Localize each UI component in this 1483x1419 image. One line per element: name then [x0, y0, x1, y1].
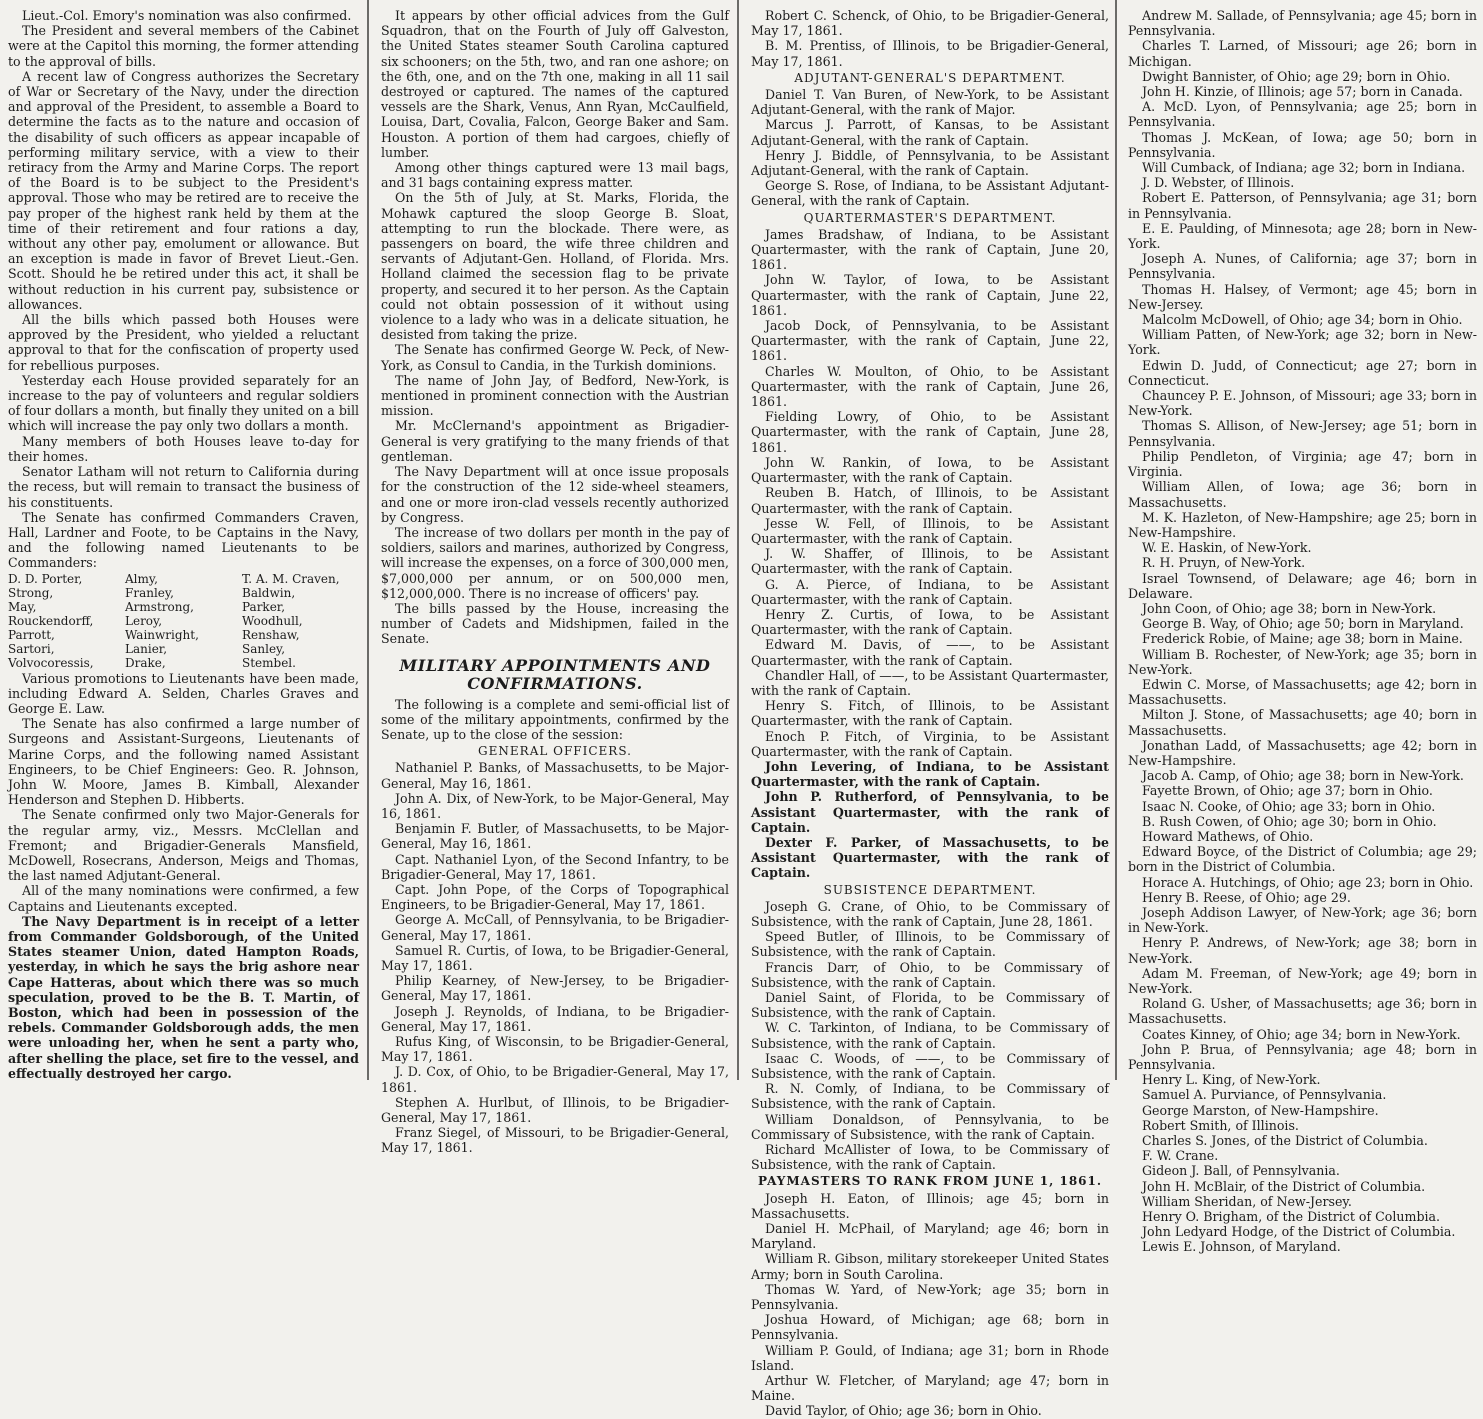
list-item: George A. McCall, of Pennsylvania, to be Brigadier-General, May 17, 1861. — [381, 912, 729, 943]
list-item: Henry B. Reese, of Ohio; age 29. — [1142, 889, 1351, 905]
paragraph: All of the many nominations were confirmed, a few Captains and Lieutenants excepted. — [8, 883, 359, 914]
section-heading: MILITARY APPOINTMENTS AND CONFIRMATIONS. — [399, 655, 711, 693]
list-item: George S. Rose, of Indiana, to be Assistant Adjutant-General, with the rank of Captain. — [751, 178, 1109, 209]
list-item: Benjamin F. Butler, of Massachusetts, to be Major-General, May 16, 1861. — [381, 821, 729, 852]
subheading: ADJUTANT-GENERAL'S DEPARTMENT. — [794, 70, 1066, 85]
list-item: William Donaldson, of Pennsylvania, to be Commissary of Subsistence, with the rank of Captain. — [751, 1111, 1109, 1142]
name-entry: Armstrong, — [125, 599, 194, 614]
list-item: Roland G. Usher, of Massachusetts; age 36; born in Massachusetts. — [1128, 996, 1477, 1027]
paragraph: Mr. McClernand's appointment as Brigadier-General is very gratifying to the many friends of that gentleman. — [381, 418, 729, 464]
list-item: B. Rush Cowen, of Ohio; age 30; born in Ohio. — [1142, 813, 1437, 829]
list-item: David Taylor, of Ohio; age 36; born in Ohio. — [765, 1403, 1042, 1419]
list-item: Richard McAllister of Iowa, to be Commissary of Subsistence, with the rank of Captain. — [751, 1142, 1109, 1173]
list-item: William R. Gibson, military storekeeper United States Army; born in South Carolina. — [751, 1251, 1109, 1282]
column-3 — [743, 0, 1115, 1419]
name-entry: Wainwright, — [125, 627, 199, 642]
paragraph: The Senate has confirmed George W. Peck, of New-York, as Consul to Candia, in the Turkish dominions. — [381, 342, 729, 373]
list-item: Henry L. King, of New-York. — [1142, 1072, 1321, 1088]
list-item: George B. Way, of Ohio; age 50; born in Maryland. — [1142, 616, 1464, 632]
subheading: PAYMASTERS TO RANK FROM JUNE 1, 1861. — [757, 1174, 1103, 1189]
list-item: Thomas W. Yard, of New-York; age 35; born in Pennsylvania. — [751, 1281, 1109, 1313]
list-item: Jacob Dock, of Pennsylvania, to be Assistant Quartermaster, with the rank of Captain, June 22, 1861. — [751, 318, 1109, 364]
list-item: Israel Townsend, of Delaware; age 46; born in Delaware. — [1128, 570, 1477, 601]
paragraph: Senator Latham will not return to California during the recess, but will remain to transact the business of his constituents. — [8, 464, 359, 510]
column-2 — [373, 0, 735, 1156]
list-item: Robert Smith, of Illinois. — [1142, 1117, 1299, 1133]
list-item: Joseph G. Crane, of Ohio, to be Commissary of Subsistence, with the rank of Captain, June 28, 1861. — [751, 898, 1109, 929]
name-entry: Parker, — [242, 599, 286, 614]
name-entry: Franley, — [125, 585, 174, 600]
list-item: George Marston, of New-Hampshire. — [1142, 1102, 1379, 1118]
paragraph: The name of John Jay, of Bedford, New-York, is mentioned in prominent connection with the Austrian mission. — [381, 372, 729, 419]
paragraph: Lieut.-Col. Emory's nomination was also confirmed. — [22, 8, 352, 23]
name-entry: Drake, — [125, 655, 166, 670]
name-entry: Lanier, — [125, 641, 168, 656]
list-item: Adam M. Freeman, of New-York; age 49; born in New-York. — [1128, 965, 1477, 996]
list-item: Edward M. Davis, of ——, to be Assistant Quartermaster, with the rank of Captain. — [751, 637, 1109, 668]
list-item: Thomas J. McKean, of Iowa; age 50; born in Pennsylvania. — [1128, 129, 1477, 160]
name-entry: Volvocoressis, — [8, 655, 94, 670]
list-item: Edwin D. Judd, of Connecticut; age 27; born in Connecticut. — [1128, 357, 1477, 388]
name-entry: Strong, — [8, 585, 54, 600]
list-item: John A. Dix, of New-York, to be Major-General, May 16, 1861. — [381, 790, 729, 821]
list-item: Edward Boyce, of the District of Columbia; age 29; born in the District of Columbia. — [1128, 844, 1477, 875]
name-entry: Almy, — [125, 571, 158, 586]
list-item: Charles T. Larned, of Missouri; age 26; born in Michigan. — [1128, 38, 1477, 69]
intro-paragraph: The following is a complete and semi-official list of some of the military appointments, confirmed by the Senate, up to the close of the session: — [381, 696, 729, 742]
paragraph: The Navy Department will at once issue proposals for the construction of the 12 side-wheel steamers, and one or more iron-clad vessels recently authorized by Congress. — [381, 464, 729, 525]
list-item: John P. Rutherford, of Pennsylvania, to be Assistant Quartermaster, with the rank of Captain. — [751, 789, 1109, 835]
list-item: Coates Kinney, of Ohio; age 34; born in New-York. — [1142, 1026, 1461, 1042]
name-entry: May, — [8, 599, 37, 614]
column-rule — [737, 0, 739, 1080]
list-item: Daniel T. Van Buren, of New-York, to be Assistant Adjutant-General, with the rank of Major. — [751, 87, 1109, 118]
column-4 — [1120, 0, 1483, 1255]
paragraph: The President and several members of the Cabinet were at the Capitol this morning, the former attending to the approval of bills. — [8, 23, 359, 69]
list-item: Malcolm McDowell, of Ohio; age 34; born in Ohio. — [1142, 312, 1463, 328]
list-item: John P. Brua, of Pennsylvania; age 48; born in Pennsylvania. — [1128, 1041, 1477, 1073]
list-item: Lewis E. Johnson, of Maryland. — [1142, 1239, 1341, 1255]
name-entry: Sanley, — [242, 641, 286, 656]
list-item: Charles W. Moulton, of Ohio, to be Assistant Quartermaster, with the rank of Captain, June 26, 1861. — [751, 363, 1109, 410]
list-item: Chauncey P. E. Johnson, of Missouri; age 33; born in New-York. — [1128, 388, 1477, 419]
list-item: Speed Butler, of Illinois, to be Commissary of Subsistence, with the rank of Captain. — [751, 929, 1109, 960]
list-item: Henry O. Brigham, of the District of Columbia. — [1142, 1209, 1441, 1225]
name-entry: Renshaw, — [242, 627, 300, 642]
list-item: Capt. John Pope, of the Corps of Topographical Engineers, to be Brigadier-General, May 17, 1861. — [381, 881, 729, 913]
list-item: Milton J. Stone, of Massachusetts; age 40; born in Massachusetts. — [1128, 707, 1477, 738]
list-item: Franz Siegel, of Missouri, to be Brigadier-General, May 17, 1861. — [381, 1125, 729, 1156]
list-item: Rufus King, of Wisconsin, to be Brigadier-General, May 17, 1861. — [381, 1034, 729, 1065]
list-item: Marcus J. Parrott, of Kansas, to be Assistant Adjutant-General, with the rank of Captain. — [751, 117, 1109, 148]
list-item: Henry Z. Curtis, of Iowa, to be Assistant Quartermaster, with the rank of Captain. — [751, 606, 1109, 638]
subheading: SUBSISTENCE DEPARTMENT. — [823, 882, 1037, 897]
name-entry: Stembel. — [242, 655, 296, 670]
paragraph: The Navy Department is in receipt of a letter from Commander Goldsborough, of the United States steamer Union, dated Hampton Roads, yesterday, in which he says the brig ashore near Cape Hatteras, about which there was so much speculation, proved to be the B. T. Martin, of Boston, which had been in possession of the rebels. Commander Goldsborough adds, the men were unloading her, when he sent a party who, after shelling the place, set fire to the vessel, and effectually destroyed her cargo. — [8, 913, 359, 1081]
list-item: Capt. Nathaniel Lyon, of the Second Infantry, to be Brigadier-General, May 17, 1861. — [381, 851, 729, 882]
list-item: J. W. Shaffer, of Illinois, to be Assistant Quartermaster, with the rank of Captain. — [751, 546, 1109, 577]
list-item: Fayette Brown, of Ohio; age 37; born in Ohio. — [1142, 783, 1433, 799]
list-item: Daniel H. McPhail, of Maryland; age 46; born in Maryland. — [751, 1221, 1109, 1252]
list-item: Reuben B. Hatch, of Illinois, to be Assistant Quartermaster, with the rank of Captain. — [751, 485, 1109, 516]
paragraph: The Senate has also confirmed a large number of Surgeons and Assistant-Surgeons, Lieutenants of Marine Corps, and the following named Assistant Engineers, to be Chief Engineers: Geo. R. Johnson, John W. Moore, James B. Kimball, Alexander Henderson and Stephen D. Hibberts. — [8, 716, 359, 808]
list-item: Henry J. Biddle, of Pennsylvania, to be Assistant Adjutant-General, with the rank of Captain. — [751, 147, 1109, 179]
list-item: William B. Rochester, of New-York; age 35; born in New-York. — [1128, 646, 1477, 677]
list-item: Edwin C. Morse, of Massachusetts; age 42; born in Massachusetts. — [1128, 676, 1477, 708]
list-item: Gideon J. Ball, of Pennsylvania. — [1142, 1163, 1340, 1179]
list-item: W. E. Haskin, of New-York. — [1142, 540, 1312, 556]
commander-names — [8, 572, 359, 670]
list-item: John Coon, of Ohio; age 38; born in New-York. — [1142, 600, 1437, 616]
list-item: Francis Darr, of Ohio, to be Commissary of Subsistence, with the rank of Captain. — [751, 959, 1109, 990]
list-item: John H. McBlair, of the District of Columbia. — [1142, 1178, 1426, 1194]
list-item: Joseph A. Nunes, of California; age 37; born in Pennsylvania. — [1128, 251, 1477, 282]
list-item: William P. Gould, of Indiana; age 31; born in Rhode Island. — [751, 1342, 1109, 1373]
list-item: R. H. Pruyn, of New-York. — [1142, 555, 1306, 571]
name-entry: Baldwin, — [242, 585, 296, 600]
list-item: Isaac C. Woods, of ——, to be Commissary of Subsistence, with the rank of Captain. — [751, 1050, 1109, 1082]
list-item: John H. Kinzie, of Illinois; age 57; born in Canada. — [1142, 84, 1463, 100]
paragraph: The Senate has confirmed Commanders Craven, Hall, Lardner and Foote, to be Captains in the Navy, and the following named Lieutenants to be Commanders: — [8, 509, 359, 571]
list-item: J. D. Cox, of Ohio, to be Brigadier-General, May 17, 1861. — [381, 1064, 729, 1095]
paragraph: The Senate confirmed only two Major-Generals for the regular army, viz., Messrs. McClellan and Fremont; and Brigadier-Generals Mansfield, McDowell, Rosecrans, Anderson, Meigs and Thomas, the last named Adjutant-General. — [8, 807, 359, 884]
list-item: Joseph J. Reynolds, of Indiana, to be Brigadier-General, May 17, 1861. — [381, 1003, 729, 1034]
list-item: R. N. Comly, of Indiana, to be Commissary of Subsistence, with the rank of Captain. — [751, 1081, 1109, 1112]
column-1 — [0, 0, 365, 1080]
paragraph: Various promotions to Lieutenants have been made, including Edward A. Selden, Charles Graves and George E. Law. — [8, 670, 359, 716]
list-item: Charles S. Jones, of the District of Columbia. — [1142, 1133, 1428, 1149]
list-item: M. K. Hazleton, of New-Hampshire; age 25; born in New-Hampshire. — [1128, 509, 1477, 540]
paragraph: The bills passed by the House, increasing the number of Cadets and Midshipmen, failed in the Senate. — [381, 600, 729, 647]
list-item: Daniel Saint, of Florida, to be Commissary of Subsistence, with the rank of Captain. — [751, 990, 1109, 1021]
paragraph: It appears by other official advices from the Gulf Squadron, that on the Fourth of July off Galveston, the United States steamer South Carolina captured six schooners; on the 5th, two, and ran one ashore; on the 6th, one, and on the 7th one, making in all 11 sail destroyed or captured. The names of the captured vessels are the Shark, Venus, Ann Ryan, McCaulfield, Louisa, Dart, Covalia, Falcon, George Baker and Sam. Houston. A portion of them had cargoes, chiefly of lumber. — [381, 8, 729, 160]
paragraph: On the 5th of July, at St. Marks, Florida, the Mohawk captured the sloop George B. Sloat, attempting to run the blockade. There were, as passengers on board, the wife three children and servants of Adjutant-Gen. Holland, of Florida. Mrs. Holland claimed the secession flag to be private property, and secured it to her person. As the Captain could not obtain possession of it without using violence to a lady who was in a delicate situation, he desisted from taking the prize. — [381, 190, 729, 343]
list-item: Chandler Hall, of ——, to be Assistant Quartermaster, with the rank of Captain. — [751, 667, 1109, 698]
list-item: Jacob A. Camp, of Ohio; age 38; born in New-York. — [1142, 768, 1464, 784]
list-item: Robert C. Schenck, of Ohio, to be Brigadier-General, May 17, 1861. — [751, 8, 1109, 39]
list-item: Howard Mathews, of Ohio. — [1142, 828, 1314, 844]
column-rule — [367, 0, 369, 1080]
list-item: A. McD. Lyon, of Pennsylvania; age 25; born in Pennsylvania. — [1128, 99, 1477, 130]
list-item: Horace A. Hutchings, of Ohio; age 23; born in Ohio. — [1142, 874, 1474, 890]
paragraph: The increase of two dollars per month in the pay of soldiers, sailors and marines, authorized by Congress, will increase the expenses, on a force of 300,000 men, $7,000,000 per annum, or on 500,000 men, $12,000,000. There is no increase of officers' pay. — [381, 524, 729, 601]
list-item: W. C. Tarkinton, of Indiana, to be Commissary of Subsistence, with the rank of Captain. — [751, 1020, 1109, 1051]
list-item: Robert E. Patterson, of Pennsylvania; age 31; born in Pennsylvania. — [1128, 190, 1477, 221]
list-item: J. D. Webster, of Illinois. — [1142, 175, 1295, 191]
paragraph: Among other things captured were 13 mail bags, and 31 bags containing express matter. — [381, 160, 729, 191]
list-item: Isaac N. Cooke, of Ohio; age 33; born in Ohio. — [1142, 798, 1436, 814]
paragraph: A recent law of Congress authorizes the Secretary of War or Secretary of the Navy, under the direction and approval of the President, to assemble a Board to determine the facts as to the nature and occasion of the disability of such officers as appear incapable of performing military service, with a view to their retiracy from the Army and Marine Corps. The report of the Board is to be subject to the President's approval. Those who may be retired are to receive the pay proper of the highest rank held by them at the time of their retirement and four rations a day, without any other pay, emolument or allowance. But an exception is made in favor of Brevet Lieut.-Gen. Scott. Should he be retired under this act, it shall be without reduction in his current pay, subsistence or allowances. — [8, 68, 359, 312]
list-item: Philip Pendleton, of Virginia; age 47; born in Virginia. — [1128, 448, 1477, 480]
name-entry: D. D. Porter, — [8, 571, 83, 586]
paragraph: Many members of both Houses leave to-day for their homes. — [8, 433, 359, 464]
list-item: F. W. Crane. — [1142, 1148, 1219, 1164]
column-rule — [1115, 0, 1117, 1080]
name-entry: Rouckendorff, — [8, 613, 94, 628]
list-item: Enoch P. Fitch, of Virginia, to be Assistant Quartermaster, with the rank of Captain. — [751, 728, 1109, 759]
paragraph: All the bills which passed both Houses were approved by the President, who yielded a reluctant approval to that for the confiscation of property used for rebellious purposes. — [8, 312, 359, 373]
list-item: Jonathan Ladd, of Massachusetts; age 42; born in New-Hampshire. — [1128, 737, 1477, 768]
list-item: William Patten, of New-York; age 32; born in New-York. — [1128, 327, 1477, 358]
list-item: Samuel R. Curtis, of Iowa, to be Brigadier-General, May 17, 1861. — [381, 942, 729, 973]
list-item: John Ledyard Hodge, of the District of Columbia. — [1142, 1224, 1456, 1240]
list-item: James Bradshaw, of Indiana, to be Assistant Quartermaster, with the rank of Captain, June 20, 1861. — [751, 226, 1109, 273]
list-item: Henry P. Andrews, of New-York; age 38; born in New-York. — [1128, 935, 1477, 966]
name-entry: Leroy, — [125, 613, 163, 628]
list-item: Frederick Robie, of Maine; age 38; born in Maine. — [1142, 631, 1463, 647]
name-entry: Sartori, — [8, 641, 55, 656]
list-item: E. E. Paulding, of Minnesota; age 28; born in New-York. — [1128, 220, 1477, 252]
list-item: Dwight Bannister, of Ohio; age 29; born in Ohio. — [1142, 68, 1451, 84]
list-item: Samuel A. Purviance, of Pennsylvania. — [1142, 1087, 1387, 1103]
name-entry: T. A. M. Craven, — [242, 571, 340, 586]
list-item: Andrew M. Sallade, of Pennsylvania; age 45; born in Pennsylvania. — [1128, 8, 1477, 39]
list-item: Philip Kearney, of New-Jersey, to be Brigadier-General, May 17, 1861. — [381, 973, 729, 1004]
list-item: B. M. Prentiss, of Illinois, to be Brigadier-General, May 17, 1861. — [751, 38, 1109, 69]
list-item: Joseph H. Eaton, of Illinois; age 45; born in Massachusetts. — [751, 1190, 1109, 1221]
list-item: John Levering, of Indiana, to be Assistant Quartermaster, with the rank of Captain. — [751, 758, 1109, 790]
list-item: Henry S. Fitch, of Illinois, to be Assistant Quartermaster, with the rank of Captain. — [751, 698, 1109, 729]
list-item: Thomas H. Halsey, of Vermont; age 45; born in New-Jersey. — [1128, 281, 1477, 312]
name-entry: Woodhull, — [242, 613, 303, 628]
list-item: Fielding Lowry, of Ohio, to be Assistant Quartermaster, with the rank of Captain, June 28, 1861. — [751, 409, 1109, 455]
list-item: Joshua Howard, of Michigan; age 68; born in Pennsylvania. — [751, 1312, 1109, 1343]
name-entry: Parrott, — [8, 627, 55, 642]
list-item: G. A. Pierce, of Indiana, to be Assistant Quartermaster, with the rank of Captain. — [751, 576, 1109, 607]
list-item: Dexter F. Parker, of Massachusetts, to be Assistant Quartermaster, with the rank of Captain. — [751, 834, 1109, 881]
list-item: Joseph Addison Lawyer, of New-York; age 36; born in New-York. — [1128, 904, 1477, 936]
subheading: GENERAL OFFICERS. — [478, 744, 632, 759]
list-item: John W. Rankin, of Iowa, to be Assistant Quartermaster, with the rank of Captain. — [751, 454, 1109, 486]
list-item: Jesse W. Fell, of Illinois, to be Assistant Quartermaster, with the rank of Captain. — [751, 515, 1109, 546]
paragraph: Yesterday each House provided separately for an increase to the pay of volunteers and regular soldiers of four dollars a month, but finally they united on a bill which will increase the pay only two dollars a month. — [8, 372, 359, 434]
list-item: William Sheridan, of New-Jersey. — [1142, 1193, 1352, 1209]
list-item: William Allen, of Iowa; age 36; born in Massachusetts. — [1128, 479, 1477, 510]
subheading: QUARTERMASTER'S DEPARTMENT. — [803, 210, 1057, 225]
list-item: Will Cumback, of Indiana; age 32; born in Indiana. — [1142, 160, 1466, 176]
list-item: Arthur W. Fletcher, of Maryland; age 47; born in Maine. — [751, 1373, 1109, 1404]
list-item: John W. Taylor, of Iowa, to be Assistant Quartermaster, with the rank of Captain, June 22, 1861. — [751, 272, 1109, 318]
list-item: Thomas S. Allison, of New-Jersey; age 51; born in Pennsylvania. — [1128, 418, 1477, 449]
list-item: Stephen A. Hurlbut, of Illinois, to be Brigadier-General, May 17, 1861. — [381, 1094, 729, 1126]
list-item: Nathaniel P. Banks, of Massachusetts, to be Major-General, May 16, 1861. — [381, 760, 729, 791]
